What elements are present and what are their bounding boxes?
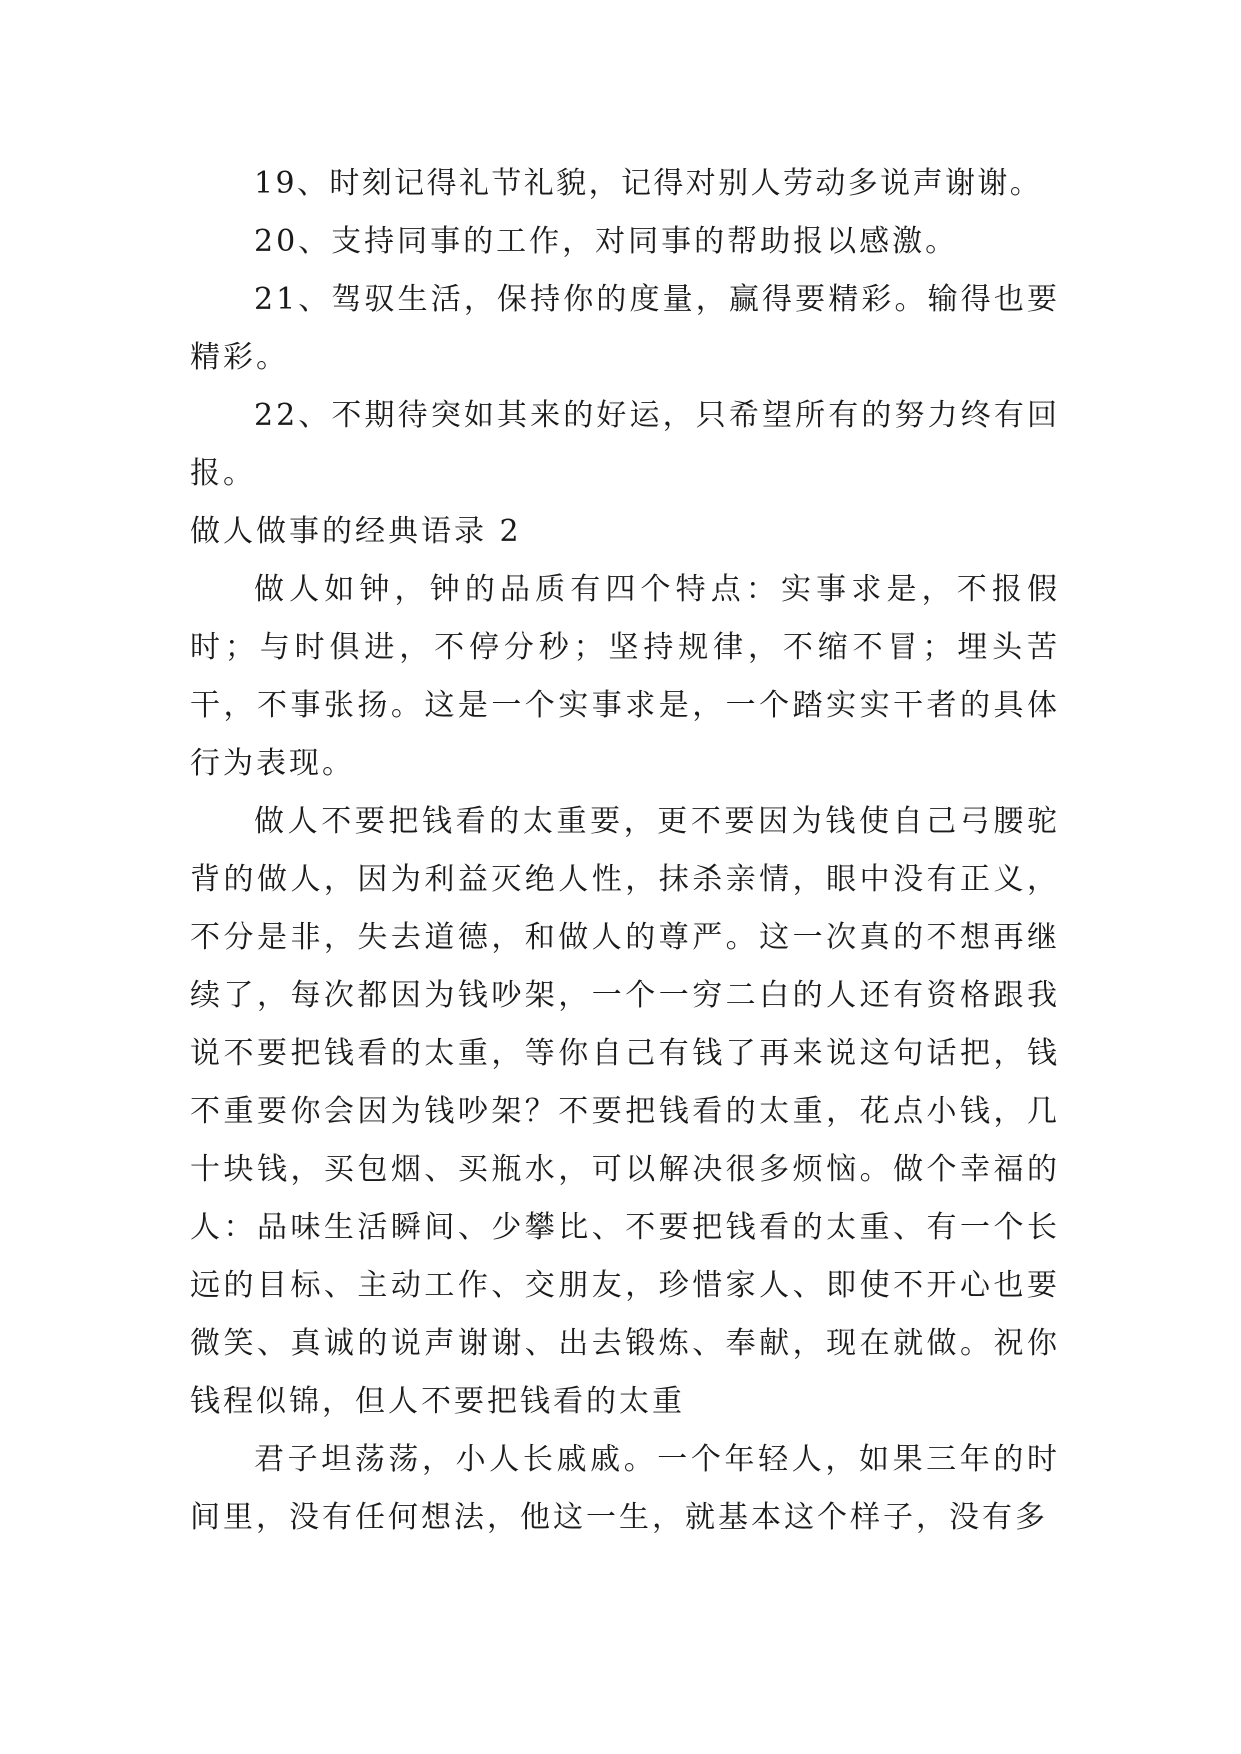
paragraph-gentleman: 君子坦荡荡，小人长戚戚。一个年轻人，如果三年的时间里，没有任何想法，他这一生，就基本这个样子，没有多 [190,1442,1060,1535]
paragraph-money: 做人不要把钱看的太重要，更不要因为钱使自己弓腰驼背的做人，因为利益灭绝人性，抹杀亲情，眼中没有正义，不分是非，失去道德，和做人的尊严。这一次真的不想再继续了，每次都因为钱吵架，一个一穷二白的人还有资格跟我说不要把钱看的太重，等你自己有钱了再来说这句话把，钱不重要你会因为钱吵架？不要把钱看的太重，花点小钱，几十块钱，买包烟、买瓶水，可以解决很多烦恼。做个幸福的人：品味生活瞬间、少攀比、不要把钱看的太重、有一个长远的目标、主动工作、交朋友，珍惜家人、即使不开心也要微笑、真诚的说声谢谢、出去锻炼、奉献，现在就做。祝你钱程似锦，但人不要把钱看的太重 [190,804,1060,1419]
document-page [190,155,1060,1547]
quote-item-21: 21、驾驭生活，保持你的度量，赢得要精彩。输得也要精彩。 [190,282,1060,375]
quote-item-19: 19、时刻记得礼节礼貌，记得对别人劳动多说声谢谢。 [254,166,1043,201]
quote-item-22: 22、不期待突如其来的好运，只希望所有的努力终有回报。 [190,398,1060,491]
paragraph-clock: 做人如钟，钟的品质有四个特点：实事求是，不报假时；与时俱进，不停分秒；坚持规律，不缩不冒；埋头苦干，不事张扬。这是一个实事求是，一个踏实实干者的具体行为表现。 [190,572,1060,781]
quote-item-20: 20、支持同事的工作，对同事的帮助报以感激。 [254,224,959,259]
section-heading: 做人做事的经典语录 2 [190,514,522,549]
